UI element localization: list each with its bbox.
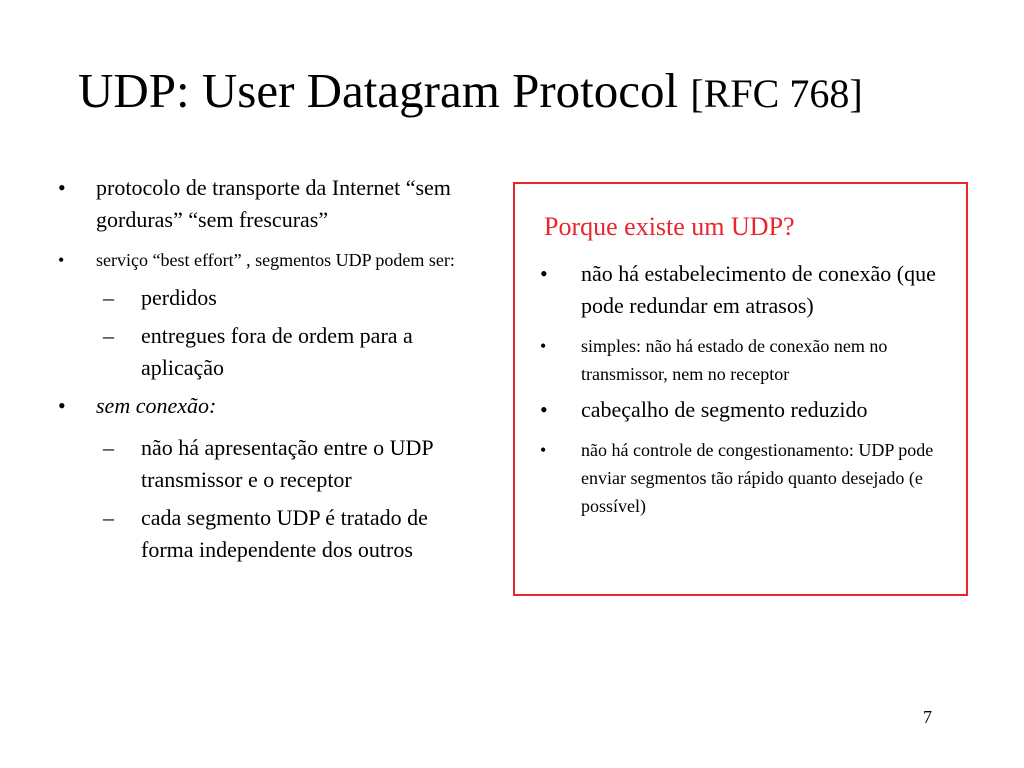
list-item-text: protocolo de transporte da Internet “sem gorduras” “sem frescuras” [96,175,451,232]
list-item-text: sem conexão: [96,393,217,418]
dash-icon: – [103,435,114,460]
box-bullet-list [540,258,970,526]
box-list-item-text: simples: não há estado de conexão nem no transmissor, nem no receptor [581,336,888,384]
sub-list-item [103,432,468,496]
box-list-item [540,258,970,322]
bullet-icon: • [58,250,65,270]
slide-title-text: UDP: User Datagram Protocol [78,63,679,118]
left-bullet-list [58,172,468,572]
sub-list-item [103,320,468,384]
sub-list-item-text: entregues fora de ordem para a aplicação [141,323,413,380]
dash-icon: – [103,505,114,530]
dash-icon: – [103,323,114,348]
why-udp-box [513,182,968,596]
box-list-item [540,394,970,426]
dash-icon: – [103,285,114,310]
box-list-item-text: cabeçalho de segmento reduzido [581,397,868,422]
bullet-icon: • [540,440,547,460]
list-item [58,172,468,236]
bullet-icon: • [540,261,548,286]
sub-list-item-text: cada segmento UDP é tratado de forma independente dos outros [141,505,428,562]
slide-title-reference: [RFC 768] [690,71,863,116]
bullet-icon: • [58,393,66,418]
box-list-item [540,332,970,388]
box-title: Porque existe um UDP? [544,212,795,241]
bullet-icon: • [58,175,66,200]
list-item [58,246,468,274]
page-number: 7 [923,707,932,727]
list-item [58,390,468,422]
sub-list-item [103,502,468,566]
slide-title [78,63,863,118]
box-list-item-text: não há controle de congestionamento: UDP pode enviar segmentos tão rápido quanto desejado (e possível) [581,440,934,516]
sub-list-item-text: não há apresentação entre o UDP transmissor e o receptor [141,435,433,492]
list-item-text: serviço “best effort” , segmentos UDP podem ser: [96,250,455,270]
box-list-item [540,436,970,520]
bullet-icon: • [540,397,548,422]
sub-list-item-text: perdidos [141,285,217,310]
sub-list-item [103,282,468,314]
bullet-icon: • [540,336,547,356]
box-list-item-text: não há estabelecimento de conexão (que pode redundar em atrasos) [581,261,936,318]
